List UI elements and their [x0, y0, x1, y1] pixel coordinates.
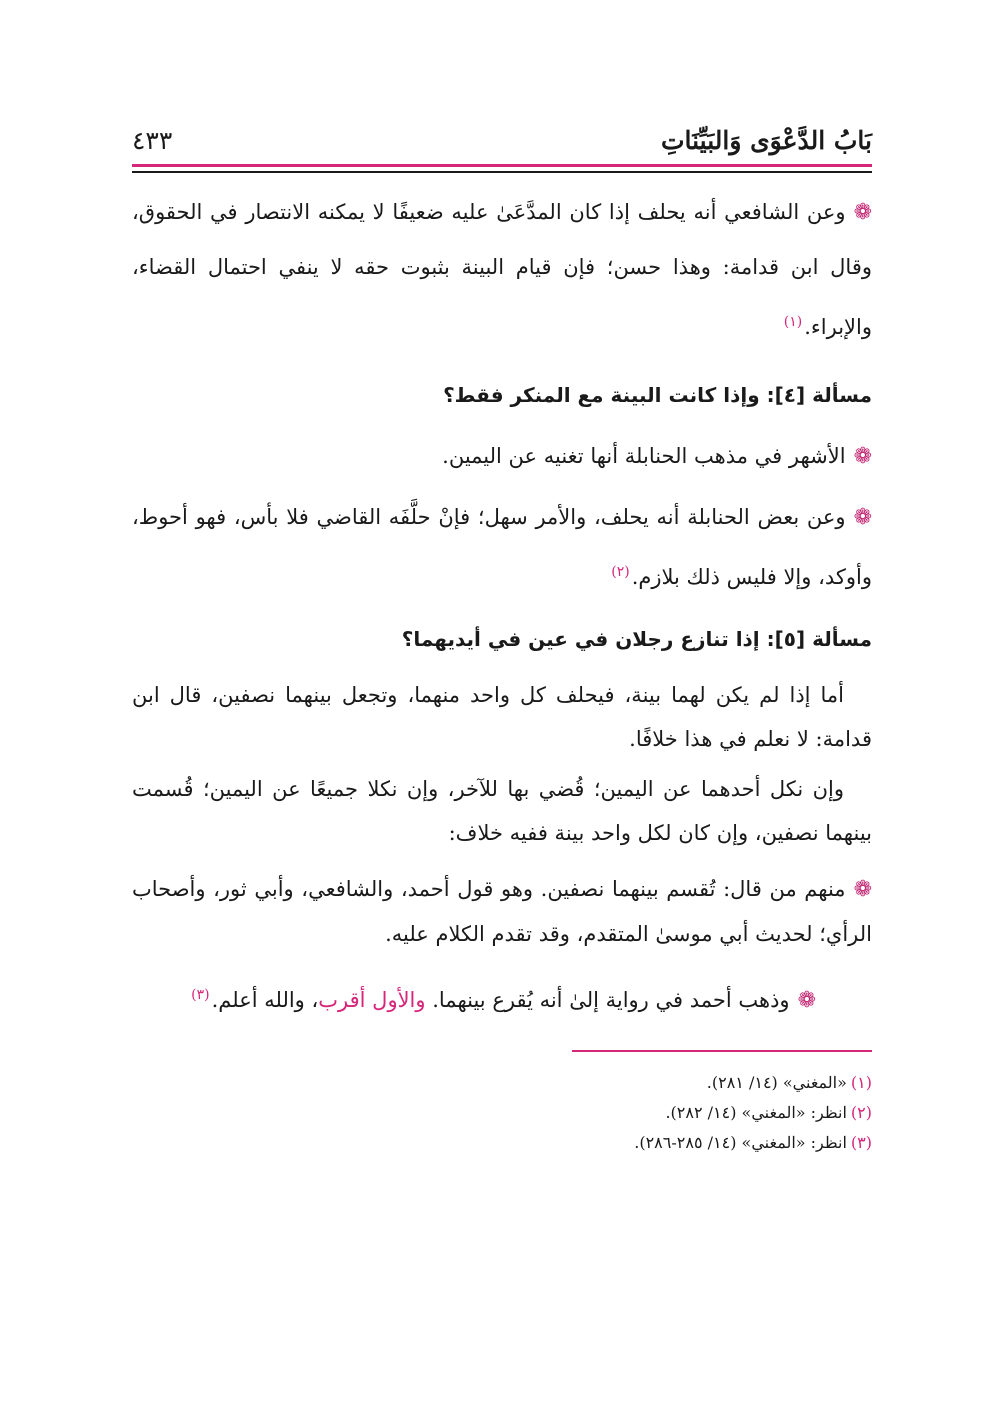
footnote-number: (٣) — [850, 1133, 872, 1152]
issue-heading-5 — [132, 617, 872, 661]
footnote-ref-1[interactable]: (١) — [783, 314, 803, 330]
flower-bullet-icon: ❁ — [853, 200, 872, 225]
footnote-text: انظر: «المغني» (١٤/ ٢٨٥-٢٨٦). — [634, 1133, 847, 1152]
spacer — [132, 855, 872, 867]
header-rule-pink — [132, 164, 872, 167]
paragraph-text: وذهب أحمد في رواية إلىٰ أنه يُقرع بينهما. — [432, 988, 790, 1012]
paragraph-text: أما إذا لم يكن لهما بينة، فيحلف كل واحد منهما، وتجعل بينهما نصفين، قال ابن قدامة: لا نعلم في هذا خلافًا. — [132, 683, 872, 751]
paragraph-text: وإن نكل أحدهما عن اليمين؛ قُضي بها للآخر، وإن نكلا جميعًا عن اليمين؛ قُسمت بينهما نصفين، وإن كان لكل واحد بينة ففيه خلاف: — [132, 777, 872, 845]
paragraph-no-evidence — [132, 673, 872, 761]
paragraph-hanbali-some — [132, 490, 872, 605]
footnote-ref-3[interactable]: (٣) — [191, 987, 210, 1003]
issue-label: مسألة — [812, 383, 872, 407]
header-rule — [132, 164, 872, 173]
paragraph-shafii-opinion — [132, 185, 872, 355]
spacer — [132, 605, 872, 617]
running-header — [132, 116, 872, 164]
spacer — [132, 417, 872, 429]
spacer — [132, 661, 872, 673]
issue-title: إذا تنازع رجلان في عين في أيديهما؟ — [401, 627, 760, 651]
paragraph-text: الأشهر في مذهب الحنابلة أنها تغنيه عن اليمين. — [442, 444, 846, 468]
paragraph-text: منهم من قال: تُقسم بينهما نصفين. وهو قول أحمد، والشافعي، وأبي ثور، وأصحاب الرأي؛ لحديث أبي موسىٰ المتقدم، وقد تقدم الكلام عليه. — [132, 877, 872, 946]
book-page — [132, 116, 872, 1296]
issue-title: وإذا كانت البينة مع المنكر فقط؟ — [443, 383, 760, 407]
footnotes — [132, 1068, 872, 1158]
flower-bullet-icon: ❁ — [853, 505, 872, 530]
paragraph-hanbali-famous — [132, 429, 872, 484]
footnote-text: «المغني» (١٤/ ٢٨١). — [706, 1073, 847, 1092]
preferred-opinion-highlight: والأول أقرب — [318, 988, 426, 1012]
issue-label: مسألة — [812, 627, 872, 651]
footnote-number: (٢) — [850, 1103, 872, 1122]
issue-number: [٥]: — [766, 627, 806, 651]
footnote-text: انظر: «المغني» (١٤/ ٢٨٢). — [665, 1103, 847, 1122]
paragraph-text-end: ، والله أعلم. — [211, 988, 319, 1012]
paragraph-refusal — [132, 767, 872, 855]
footnote-2 — [132, 1098, 872, 1128]
flower-bullet-icon: ❁ — [853, 444, 872, 469]
paragraph-text: وعن الشافعي أنه يحلف إذا كان المدَّعَىٰ عليه ضعيفًا لا يمكنه الانتصار في الحقوق، وقال ابن قدامة: وهذا حسن؛ فإن قيام البينة بثبوت حقه لا ينفي احتمال القضاء، والإبراء. — [132, 200, 872, 339]
flower-bullet-icon: ❁ — [853, 877, 872, 902]
page-number: ٤٣٣ — [132, 126, 173, 155]
footnote-1 — [132, 1068, 872, 1098]
footnote-number: (١) — [850, 1073, 872, 1092]
footnote-3 — [132, 1128, 872, 1158]
spacer — [132, 355, 872, 373]
issue-heading-4 — [132, 373, 872, 417]
paragraph-text: وعن بعض الحنابلة أنه يحلف، والأمر سهل؛ فإنْ حلَّفَه القاضي فلا بأس، فهو أحوط، وأوكد، وإلا فليس ذلك بلازم. — [132, 505, 872, 589]
flower-bullet-icon: ❁ — [797, 988, 816, 1013]
paragraph-lottery-opinion — [132, 968, 872, 1028]
paragraph-split-opinion — [132, 867, 872, 956]
chapter-title: بَابُ الدَّعْوَى وَالبَيِّنَاتِ — [660, 126, 872, 155]
spacer — [132, 956, 872, 968]
issue-number: [٤]: — [766, 383, 806, 407]
footnote-separator — [572, 1050, 872, 1052]
footnote-ref-2[interactable]: (٢) — [611, 564, 630, 580]
page-content — [132, 173, 872, 1158]
